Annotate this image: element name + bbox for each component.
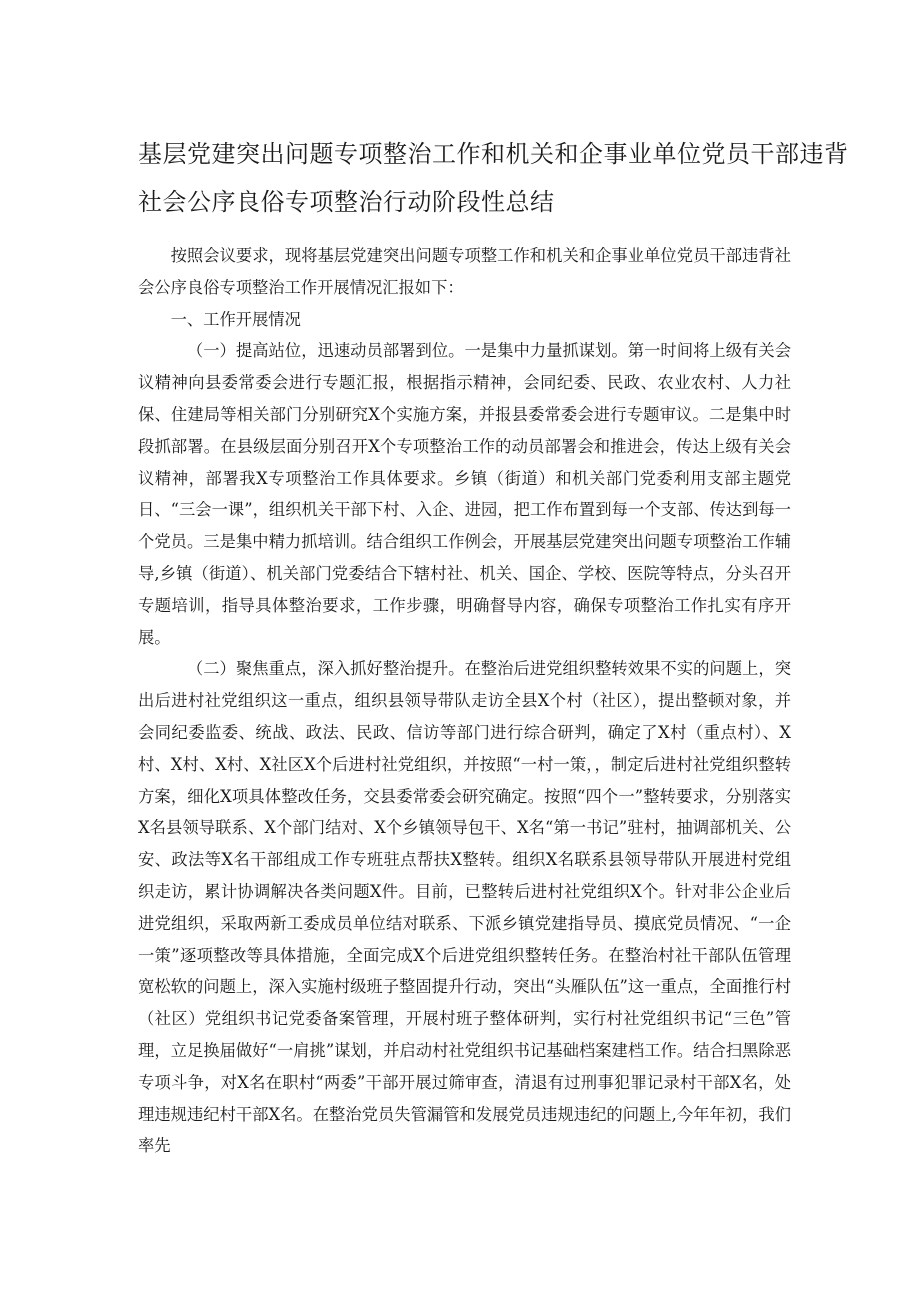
intro-paragraph: 按照会议要求，现将基层党建突出问题专项整工作和机关和企事业单位党员干部违背社会公序良俗专项整治工作开展情况汇报如下： xyxy=(138,246,791,297)
section-heading: 一、工作开展情况 xyxy=(170,309,301,329)
body-paragraph: （一）提高站位，迅速动员部署到位。一是集中力量抓谋划。第一时间将上级有关会议精神向县委常委会进行专题汇报，根据指示精神，会同纪委、民政、农业农村、人力社保、住建局等相关部门分别研究X个实施方案，并报县委常委会进行专题审议。二是集中时段抓部署。在县级层面分别召开X个专项整治工作的动员部署会和推进会，传达上级有关会议精神，部署我X专项整治工作具体要求。乡镇（街道）和机关部门党委利用支部主题党日、“三会一课”，组织机关干部下村、入企、进园，把工作布置到每一个支部、传达到每一个党员。三是集中精力抓培训。结合组织工作例会，开展基层党建突出问题专项整治工作辅导,乡镇（街道）、机关部门党委结合下辖村社、机关、国企、学校、医院等特点，分头召开专题培训，指导具体整治要求，工作步骤，明确督导内容，确保专项整治工作扎实有序开展。 xyxy=(138,341,791,647)
document-title xyxy=(138,130,849,226)
document-body xyxy=(138,240,791,1162)
body-paragraph: （二）聚焦重点，深入抓好整治提升。在整治后进党组织整转效果不实的问题上，突出后进村社党组织这一重点，组织县领导带队走访全县X个村（社区），提出整顿对象，并会同纪委监委、统战、政法、民政、信访等部门进行综合研判，确定了X村（重点村）、X村、X村、X村、X社区X个后进村社党组织，并按照“一村一策，，制定后进村社党组织整转方案，细化X项具体整改任务，交县委常委会研究确定。按照“四个一”整转要求，分别落实X名县领导联系、X个部门结对、X个乡镇领导包干、X名“第一书记”驻村，抽调部机关、公安、政法等X名干部组成工作专班驻点帮扶X整转。组织X名联系县领导带队开展进村党组织走访，累计协调解决各类问题X件。目前，已整转后进村社党组织X个。针对非公企业后进党组织，采取两新工委成员单位结对联系、下派乡镇党建指导员、摸底党员情况、“一企一策”逐项整改等具体措施，全面完成X个后进党组织整转任务。在整治村社干部队伍管理宽松软的问题上，深入实施村级班子整固提升行动，突出“头雁队伍”这一重点，全面推行村（社区）党组织书记党委备案管理，开展村班子整体研判，实行村社党组织书记“三色”管理，立足换届做好“一肩挑”谋划，并启动村社党组织书记基础档案建档工作。结合扫黑除恶专项斗争，对X名在职村“两委”干部开展过筛审查，清退有过刑事犯罪记录村干部X名，处理违规违纪村干部X名。在整治党员失管漏管和发展党员违规违纪的问题上,今年年初，我们率先 xyxy=(138,659,791,1156)
title-line-2: 社会公序良俗专项整治行动阶段性总结 xyxy=(138,188,555,216)
title-line-1: 基层党建突出问题专项整治工作和机关和企事业单位党员干部违背 xyxy=(138,140,849,168)
